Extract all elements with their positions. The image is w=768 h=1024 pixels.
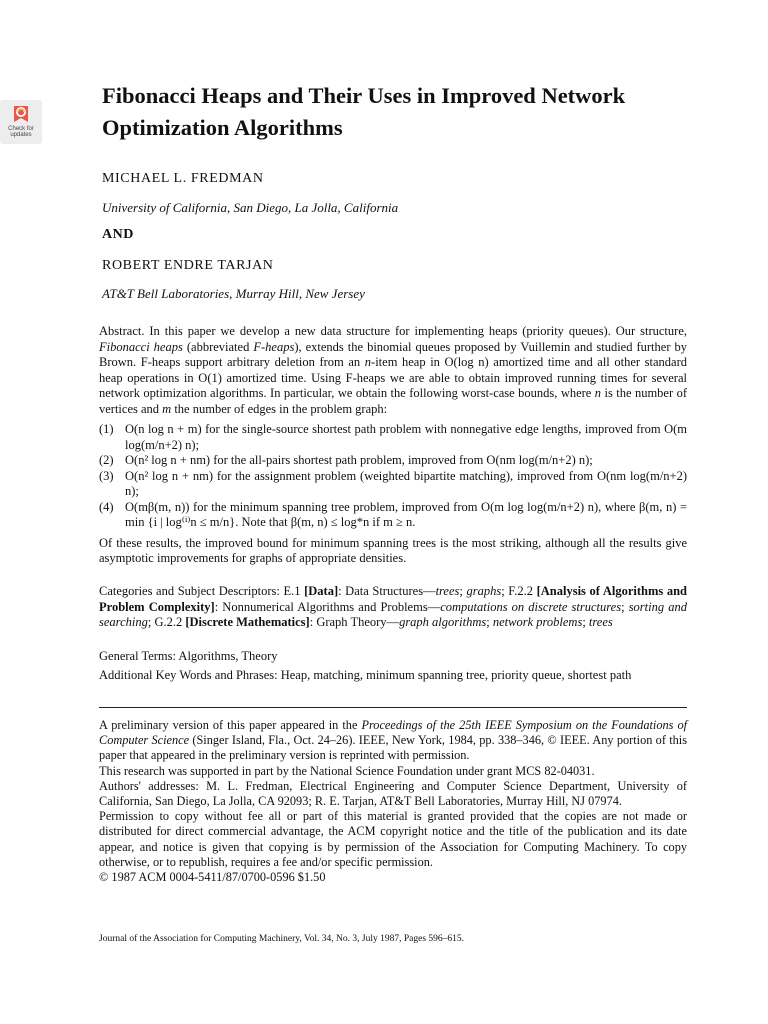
author-1: MICHAEL L. FREDMAN	[102, 171, 264, 186]
footnote-permission: Permission to copy without fee all or part of this material is granted provided that the copies are not made or distributed for direct commercial advantage, the ACM copyright notice and the title of the publication and its date appear, and notice is given that copying is by permission of the Association for Computing Machinery. To copy otherwise, or to republish, requires a fee and/or specific permission.	[99, 809, 687, 869]
result-item-1: (1) O(n log n + m) for the single-source shortest path problem with nonnegative edge lengths, improved from O(m log(m/n+2) n);	[99, 422, 687, 452]
affiliation-2: AT&T Bell Laboratories, Murray Hill, New Jersey	[102, 286, 365, 301]
footnote-divider	[99, 707, 687, 708]
footnote-preliminary: A preliminary version of this paper appeared in the Proceedings of the 25th IEEE Symposium on the Foundations of Computer Science (Singer Island, Fla., Oct. 24–26). IEEE, New York, 1984, pp. 338–346, © IEEE. Any portion of this paper that appeared in the preliminary version is reprinted with permission.	[99, 718, 688, 763]
footnote-copyright: © 1987 ACM 0004-5411/87/0700-0596 $1.50	[99, 870, 326, 885]
footnotes	[99, 718, 687, 885]
check-for-updates-badge[interactable]	[0, 100, 42, 144]
keywords: Additional Key Words and Phrases: Heap, matching, minimum spanning tree, priority queue, shortest path	[99, 668, 632, 682]
badge-line2: updates	[10, 132, 32, 138]
abstract-intro: Abstract. In this paper we develop a new data structure for implementing heaps (priority queues). Our structure, Fibonacci heaps (abbreviated F-heaps), extends the binomial queues proposed by Vuillemin and studied further by Brown. F-heaps support arbitrary deletion from an n-item heap in O(log n) amortized time and all other standard heap operations in O(1) amortized time. Using F-heaps we are able to obtain improved running times for several network optimization algorithms. In particular, we obtain the following worst-case bounds, where n is the number of vertices and m the number of edges in the problem graph:	[99, 324, 687, 416]
and-separator: AND	[102, 227, 134, 242]
footnote-support: This research was supported in part by the National Science Foundation under grant MCS 82-04031.	[99, 763, 595, 778]
footnote-addresses: Authors' addresses: M. L. Fredman, Electrical Engineering and Computer Science Department, University of California, San Diego, La Jolla, CA 92093; R. E. Tarjan, AT&T Bell Laboratories, Murray Hill, NJ 07974.	[99, 778, 687, 809]
affiliation-1: University of California, San Diego, La Jolla, California	[102, 200, 399, 215]
abstract	[99, 324, 687, 567]
badge-line1: Check for	[8, 126, 34, 132]
paper-title: Fibonacci Heaps and Their Uses in Improved Network Optimization Algorithms	[102, 83, 626, 140]
author-2: ROBERT ENDRE TARJAN	[102, 258, 274, 273]
general-terms: General Terms: Algorithms, Theory	[99, 649, 278, 663]
crossmark-icon	[12, 104, 30, 126]
result-item-2: (2) O(n² log n + nm) for the all-pairs shortest path problem, improved from O(nm log(m/n+2) n);	[99, 453, 593, 467]
result-item-3: (3) O(n² log n + nm) for the assignment problem (weighted bipartite matching), improved from O(nm log(m/n+2) n);	[99, 468, 687, 498]
abstract-closing: Of these results, the improved bound for minimum spanning trees is the most striking, although all the results give asymptotic improvements for graphs of appropriate densities.	[99, 535, 687, 565]
categories: Categories and Subject Descriptors: E.1 [Data]: Data Structures—trees; graphs; F.2.2 [Analysis of Algorithms and Problem Complexity]: Nonnumerical Algorithms and Problems—computations on discrete structures; sorting and searching; G.2.2 [Discrete Mathematics]: Graph Theory—graph algorithms; network problems; trees	[99, 584, 687, 629]
journal-citation: Journal of the Association for Computing Machinery, Vol. 34, No. 3, July 1987, Pages 596–615.	[99, 934, 465, 944]
result-item-4: (4) O(mβ(m, n)) for the minimum spanning tree problem, improved from O(m log log(m/n+2) n), where β(m, n) = min {i | log⁽ⁱ⁾n ≤ m/n}. Note that β(m, n) ≤ log*n if m ≥ n.	[99, 499, 687, 529]
